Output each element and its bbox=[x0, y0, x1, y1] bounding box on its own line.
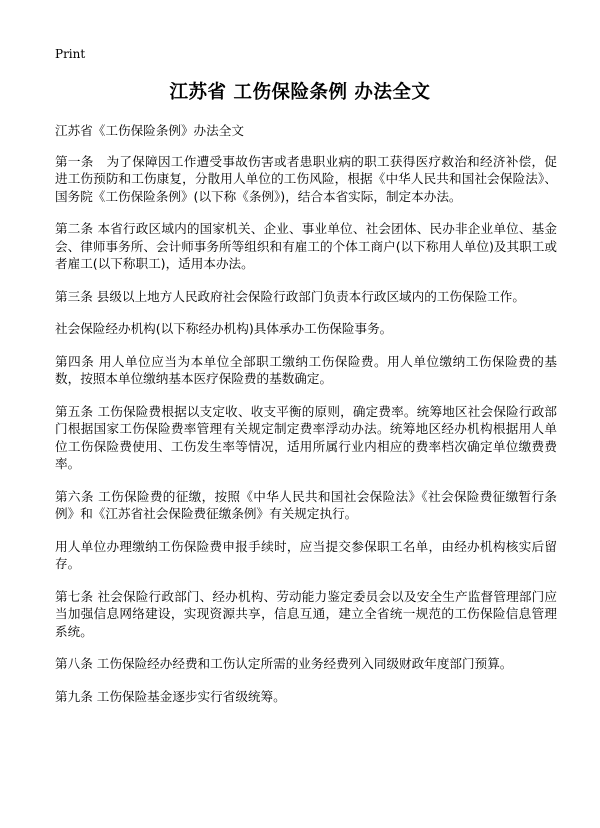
article-2: 第二条 本省行政区域内的国家机关、企业、事业单位、社会团体、民办非企业单位、基金会、律师事务所、会计师事务所等组织和有雇工的个体工商户(以下称用人单位)及其职工或者雇工(以下称职工)，适用本办法。 bbox=[55, 221, 557, 271]
article-9: 第九条 工伤保险基金逐步实行省级统筹。 bbox=[55, 688, 286, 704]
article-3-clause: 社会保险经办机构(以下称经办机构)具体承办工伤保险事务。 bbox=[55, 321, 393, 336]
page-title: 江苏省 工伤保险条例 办法全文 bbox=[169, 82, 431, 103]
article-1: 第一条 为了保障因工作遭受事故伤害或者患职业病的职工获得医疗救治和经济补偿，促进工伤预防和工伤康复，分散用人单位的工伤风险，根据《中华人民共和国社会保险法》、国务院《工伤保险条例》(以下称《条例》)，结合本省实际，制定本办法。 bbox=[55, 153, 557, 204]
print-label: Print bbox=[55, 47, 86, 61]
document-body bbox=[55, 122, 557, 720]
article-5: 第五条 工伤保险费根据以支定收、收支平衡的原则，确定费率。统筹地区社会保险行政部门根据国家工伤保险费率管理有关规定制定费率浮动办法。统筹地区经办机构根据用人单位工伤保险费使用、工伤发生率等情况，适用所属行业内相应的费率档次确定单位缴费费率。 bbox=[55, 403, 557, 471]
article-6: 第六条 工伤保险费的征缴，按照《中华人民共和国社会保险法》《社会保险费征缴暂行条例》和《江苏省社会保险费征缴条例》有关规定执行。 bbox=[55, 488, 557, 521]
document-subtitle: 江苏省《工伤保险条例》办法全文 bbox=[55, 123, 244, 138]
article-3: 第三条 县级以上地方人民政府社会保险行政部门负责本行政区域内的工伤保险工作。 bbox=[55, 288, 525, 304]
article-4: 第四条 用人单位应当为本单位全部职工缴纳工伤保险费。用人单位缴纳工伤保险费的基数，按照本单位缴纳基本医疗保险费的基数确定。 bbox=[55, 353, 557, 386]
article-8: 第八条 工伤保险经办经费和工伤认定所需的业务经费列入同级财政年度部门预算。 bbox=[55, 656, 513, 671]
article-7: 第七条 社会保险行政部门、经办机构、劳动能力鉴定委员会以及安全生产监督管理部门应当加强信息网络建设，实现资源共享，信息互通，建立全省统一规范的工伤保险信息管理系统。 bbox=[55, 588, 557, 639]
article-6-clause: 用人单位办理缴纳工伤保险费申报手续时，应当提交参保职工名单，由经办机构核实后留存。 bbox=[55, 538, 557, 571]
